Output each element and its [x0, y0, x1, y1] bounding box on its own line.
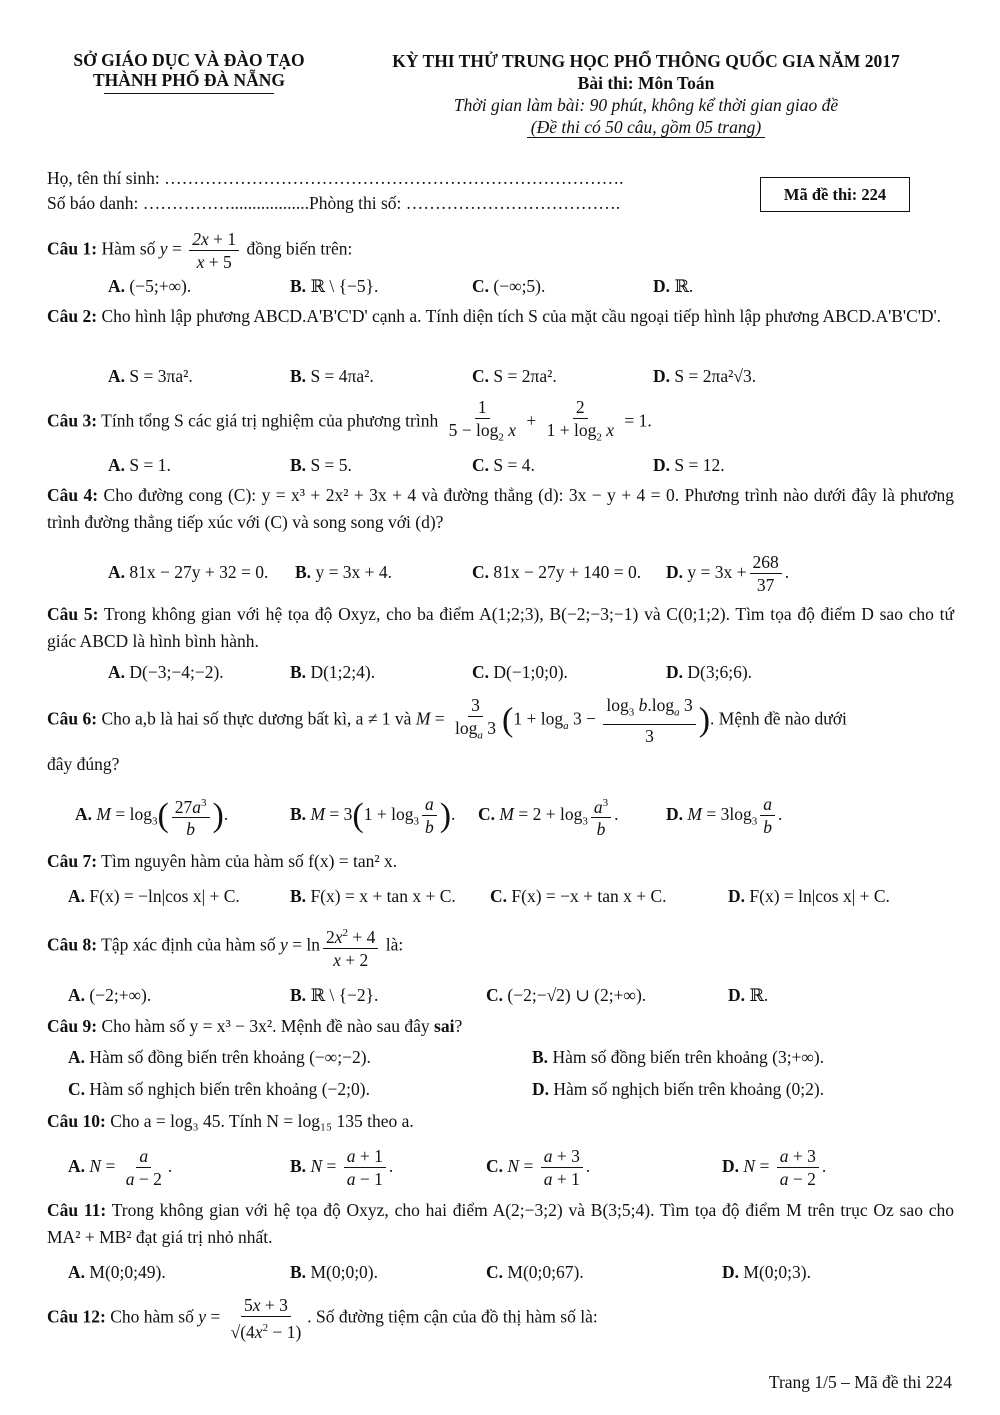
question-8: Câu 8: Tập xác định của hàm số y = ln $\frac{2x^2 + 4}{x + 2}$ là: — [47, 922, 954, 971]
q10-option-b[interactable]: B. N = $\frac{a + 1}{a - 1}$ . — [290, 1146, 394, 1190]
page-footer: Trang 1/5 – Mã đề thi 224 — [768, 1372, 952, 1392]
q4-option-c[interactable]: C. 81x − 27y + 140 = 0. — [472, 562, 642, 582]
header-left — [44, 50, 334, 94]
q7-option-a[interactable]: A. F(x) = −ln|cos x| + C. — [68, 886, 240, 906]
q8-option-c[interactable]: C. (−2;−√2) ∪ (2;+∞). — [486, 985, 647, 1005]
q11-option-d[interactable]: D. M(0;0;3). — [722, 1262, 811, 1282]
q2-option-a[interactable]: A. S = 3πa². — [108, 366, 193, 386]
candidate-name-line: Họ, tên thí sinh: ……………………………………………………………………. — [47, 168, 624, 188]
header-underline — [104, 93, 274, 94]
q1-fraction: $\frac{2x + 1}{x + 5}$ — [189, 228, 239, 273]
q3-option-b[interactable]: B. S = 5. — [290, 455, 352, 475]
q4-option-a[interactable]: A. 81x − 27y + 32 = 0. — [108, 562, 269, 582]
q5-option-d[interactable]: D. D(3;6;6). — [666, 662, 753, 682]
q8-option-a[interactable]: A. (−2;+∞). — [68, 985, 152, 1005]
q10-option-c[interactable]: C. N = $\frac{a + 3}{a + 1}$ . — [486, 1146, 591, 1190]
q11-option-c[interactable]: C. M(0;0;67). — [486, 1262, 584, 1282]
q4-option-d[interactable]: D. y = 3x + $\frac{268}{37}$ . — [666, 552, 790, 596]
question-4: Câu 4: Cho đường cong (C): y = x³ + 2x² + 3x + 4 và đường thẳng (d): 3x − y + 4 = 0. Phương trình nào dưới đây là phương trình đường thẳng tiếp xúc với (C) và song song với (d)? — [47, 485, 955, 532]
q10-option-d[interactable]: D. N = $\frac{a + 3}{a - 2}$ . — [722, 1146, 827, 1190]
exam-duration: Thời gian làm bài: 90 phút, không kể thời gian giao đề — [453, 95, 839, 115]
q5-option-b[interactable]: B. D(1;2;4). — [290, 662, 376, 682]
q1-option-b[interactable]: B. ℝ \ {−5}. — [290, 276, 379, 296]
question-11: Câu 11: Trong không gian với hệ tọa độ Oxyz, cho hai điểm A(2;−3;2) và B(3;5;4). Tìm tọa độ điểm M trên trục Oz sao cho MA² + MB² đạt giá trị nhỏ nhất. — [47, 1200, 954, 1247]
exam-pages-note: (Đề thi có 50 câu, gồm 05 trang) — [336, 116, 956, 138]
q2-option-b[interactable]: B. S = 4πa². — [290, 366, 374, 386]
candidate-id-line: Số báo danh: ……………..................Phòng thi số: ………………………………. — [47, 193, 621, 213]
q4-option-b[interactable]: B. y = 3x + 4. — [295, 562, 393, 582]
question-7: Câu 7: Tìm nguyên hàm của hàm số f(x) = tan² x. — [47, 851, 398, 871]
q6-option-a[interactable]: A. $M = \log_3$( $\frac{27a^3}{b}$ ). — [75, 790, 228, 846]
q7-option-c[interactable]: C. F(x) = −x + tan x + C. — [490, 886, 667, 906]
q2-option-c[interactable]: C. S = 2πa². — [472, 366, 557, 386]
q3-option-c[interactable]: C. S = 4. — [472, 455, 535, 475]
question-10: Câu 10: Cho a = log₃ 45. Tính N = log₁₅ 135 theo a. — [47, 1111, 414, 1131]
q10-option-a[interactable]: A. N = $\frac{a}{a - 2}$ . — [68, 1146, 173, 1190]
q9-option-b[interactable]: B. Hàm số đồng biến trên khoảng (3;+∞). — [532, 1047, 825, 1067]
q5-option-a[interactable]: A. D(−3;−4;−2). — [108, 662, 224, 682]
q1-option-a[interactable]: A. (−5;+∞). — [108, 276, 192, 296]
exam-subject: Bài thi: Môn Toán — [577, 73, 715, 93]
q1-option-c[interactable]: C. (−∞;5). — [472, 276, 546, 296]
q8-option-b[interactable]: B. ℝ \ {−2}. — [290, 985, 379, 1005]
question-12: Câu 12: Cho hàm số y = $\frac{5x + 3}{√(4x^2 - 1)}$ . Số đường tiệm cận của đồ thị hàm số là: — [47, 1295, 598, 1342]
question-2: Câu 2: Cho hình lập phương ABCD.A'B'C'D' cạnh a. Tính diện tích S của mặt cầu ngoại tiếp hình lập phương ABCD.A'B'C'D'. — [47, 306, 942, 326]
q6-option-b[interactable]: B. $M = 3(1 + \log_3$ $\frac{a}{b}$ ). — [290, 794, 456, 838]
q2-option-d[interactable]: D. S = 2πa²√3. — [653, 366, 757, 386]
q3-option-a[interactable]: A. S = 1. — [108, 455, 171, 475]
question-6: Câu 6: Cho a,b là hai số thực dương bất kì, a ≠ 1 và M = $\frac{3}{\log_a 3}$ ($1 + \log_a 3$ − $\frac{\log_3 b.\log_a 3}{3}$ ). Mệnh đề nào dưới — [47, 695, 847, 746]
city-name: THÀNH PHỐ ĐÀ NẴNG — [92, 70, 285, 90]
question-1: Câu 1: Hàm số y = $\frac{2x + 1}{x + 5}$ đồng biến trên: — [47, 229, 353, 272]
q8-option-d[interactable]: D. ℝ. — [728, 985, 769, 1005]
question-3: Câu 3: Tính tổng S các giá trị nghiệm của phương trình $\frac{1}{5 - \log_2 x}$ + $\frac{2}{1 + \log_2 x}$ = 1. — [47, 397, 652, 444]
question-9: Câu 9: Cho hàm số y = x³ − 3x². Mệnh đề nào sau đây sai? — [47, 1016, 463, 1036]
q7-option-d[interactable]: D. F(x) = ln|cos x| + C. — [728, 886, 890, 906]
q3-option-d[interactable]: D. S = 12. — [653, 455, 725, 475]
q11-option-a[interactable]: A. M(0;0;49). — [68, 1262, 166, 1282]
q9-option-a[interactable]: A. Hàm số đồng biến trên khoảng (−∞;−2). — [68, 1047, 371, 1067]
q6-option-d[interactable]: D. $M = 3\log_3$ $\frac{a}{b}$ . — [666, 794, 783, 838]
exam-code-box: Mã đề thi: 224 — [760, 177, 910, 212]
header-right — [336, 50, 956, 138]
q7-option-b[interactable]: B. F(x) = x + tan x + C. — [290, 886, 456, 906]
q6-option-c[interactable]: C. $M = 2 + \log_3$ $\frac{a^3}{b}$ . — [478, 790, 618, 846]
q1-option-d[interactable]: D. ℝ. — [653, 276, 694, 296]
q9-option-d[interactable]: D. Hàm số nghịch biến trên khoảng (0;2). — [532, 1079, 825, 1099]
department-name: SỞ GIÁO DỤC VÀ ĐÀO TẠO — [73, 50, 305, 70]
q5-option-c[interactable]: C. D(−1;0;0). — [472, 662, 568, 682]
exam-title: KỲ THI THỬ TRUNG HỌC PHỔ THÔNG QUỐC GIA NĂM 2017 — [392, 51, 900, 71]
question-6-line2: đây đúng? — [47, 754, 120, 774]
question-5: Câu 5: Trong không gian với hệ tọa độ Oxyz, cho ba điểm A(1;2;3), B(−2;−3;−1) và C(0;1;2). Tìm tọa độ điểm D sao cho tứ giác ABCD là hình bình hành. — [47, 604, 954, 651]
q11-option-b[interactable]: B. M(0;0;0). — [290, 1262, 379, 1282]
q9-option-c[interactable]: C. Hàm số nghịch biến trên khoảng (−2;0). — [68, 1079, 370, 1099]
